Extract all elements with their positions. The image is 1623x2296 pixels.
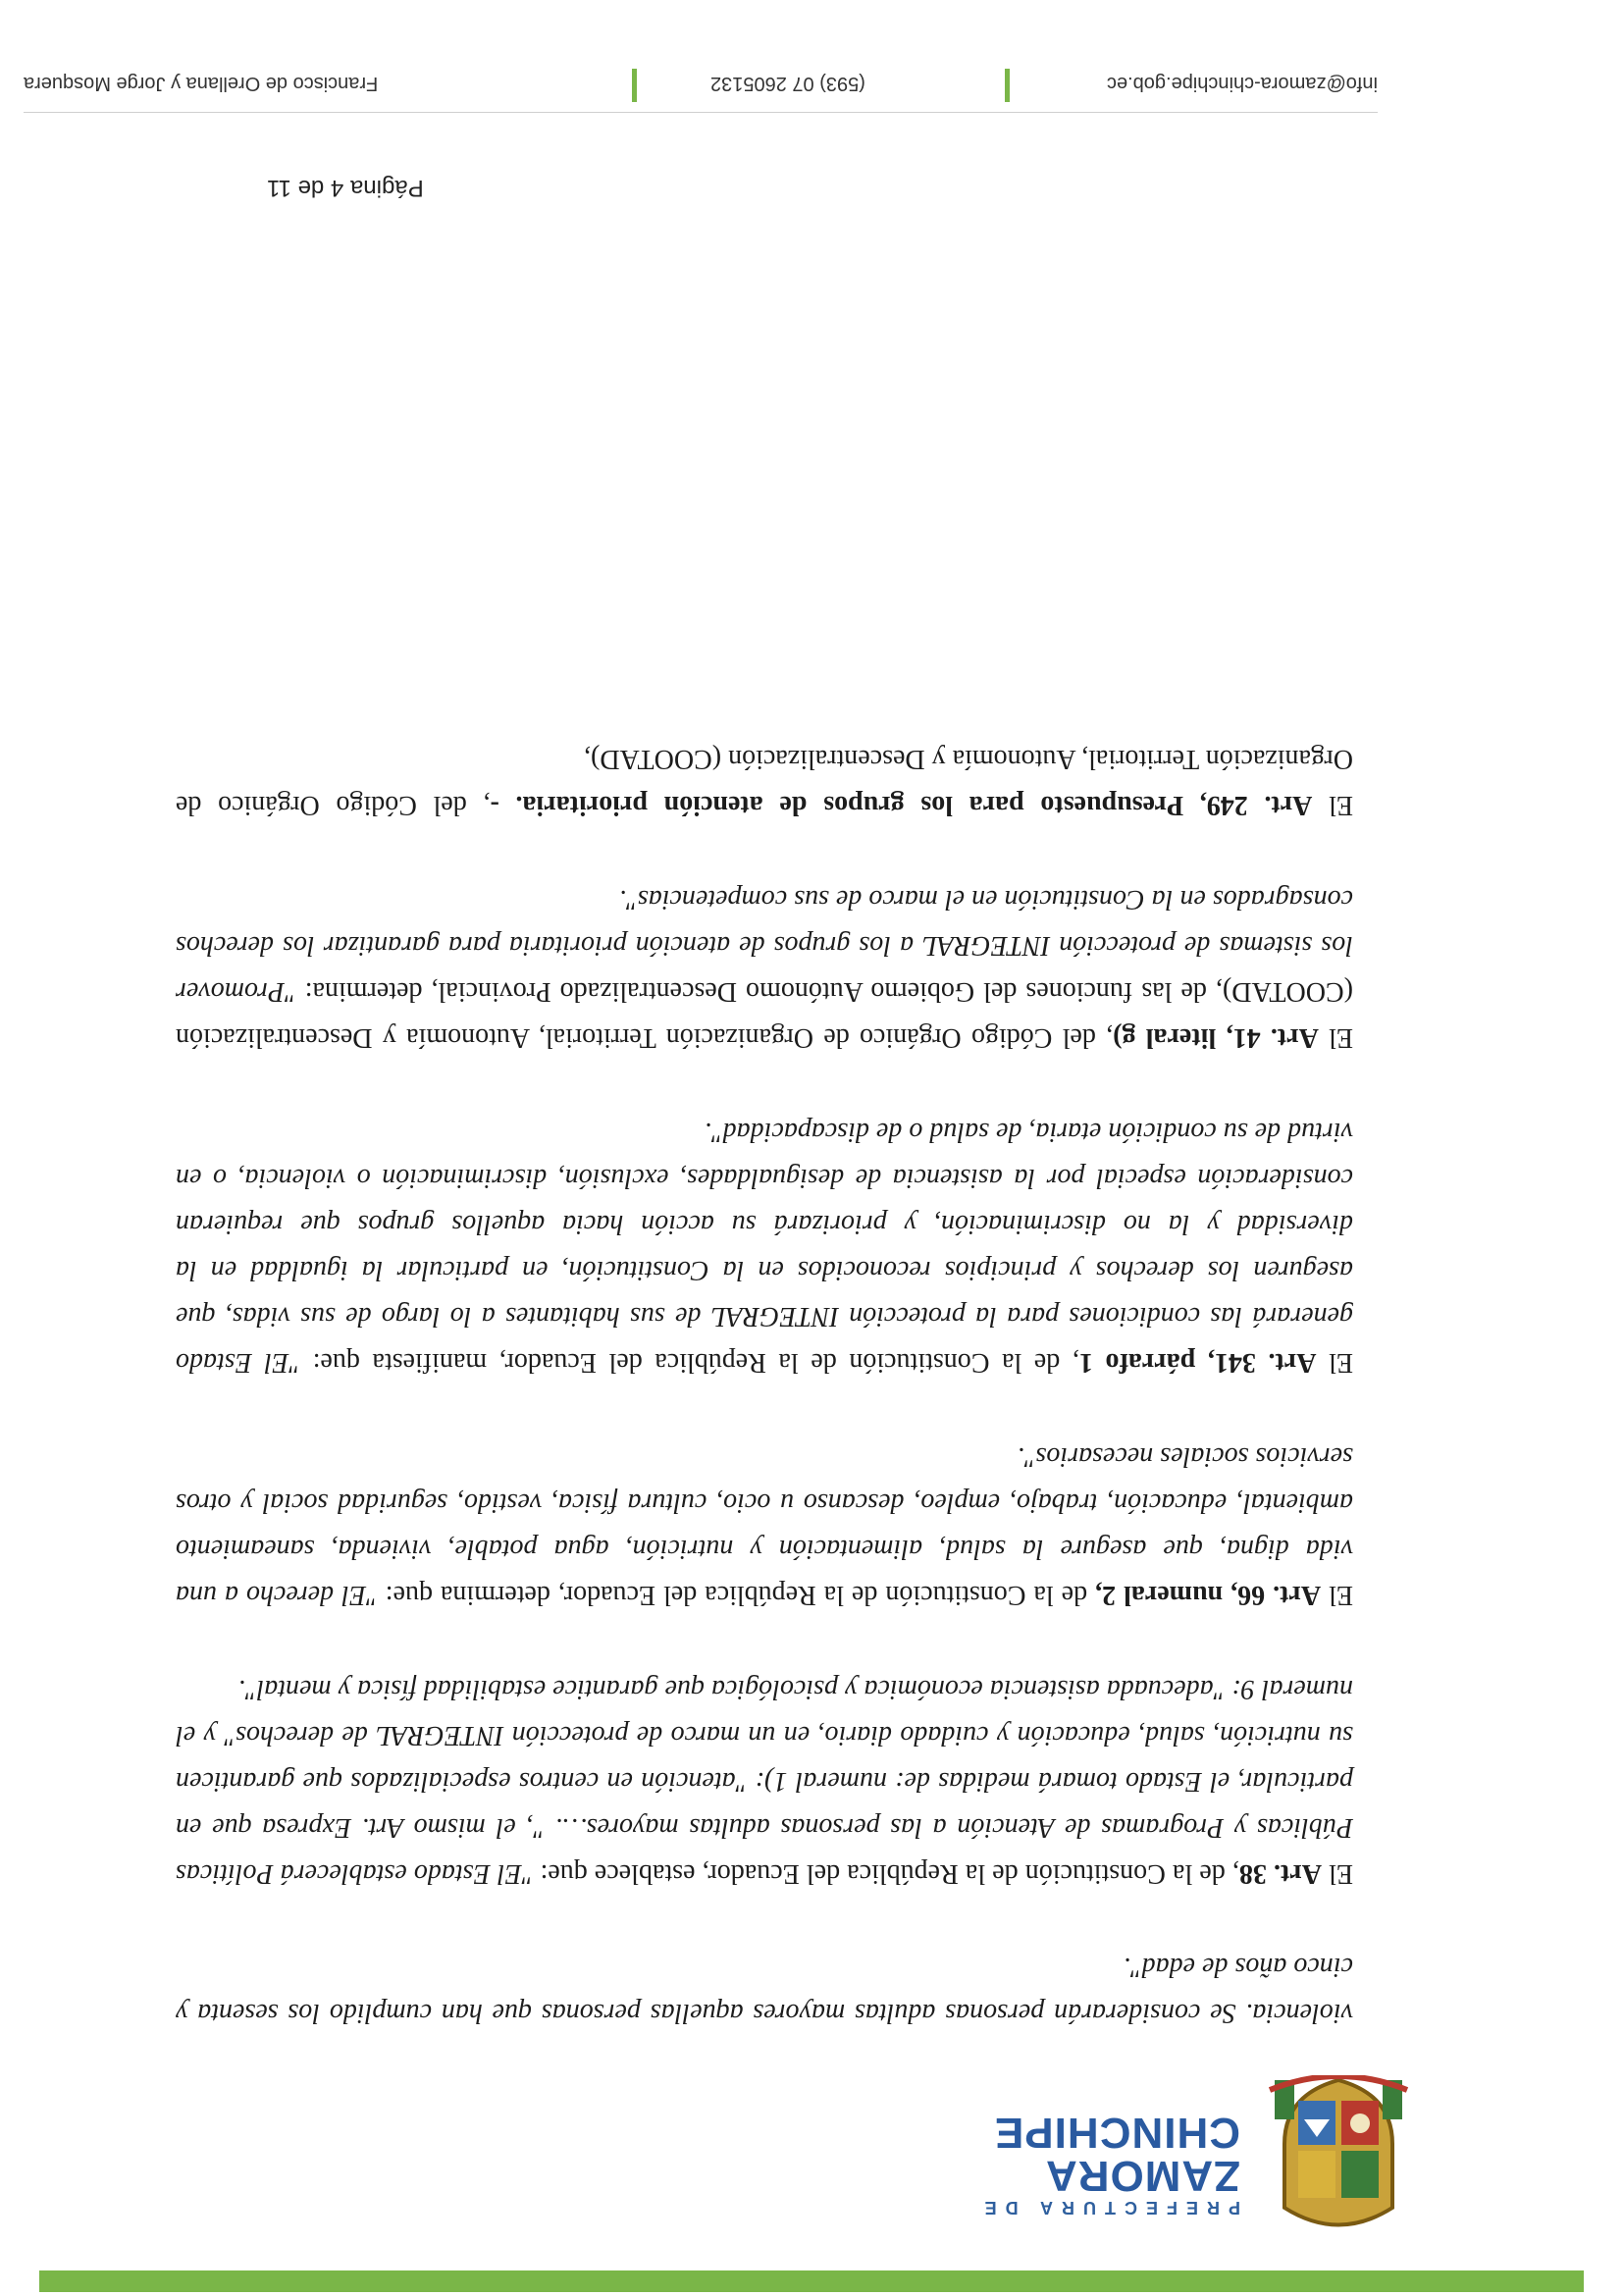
text: El [1318, 1022, 1353, 1053]
quote-text: "El derecho a una vida digna, que asegure la salud, alimentación y nutrición, agua potable, vivienda, saneamiento ambiental, educación, trabajo, empleo, descanso u ocio, cultura física, vestido, seguridad social y otros servicios sociales necesarios". [176, 1441, 1353, 1610]
text: , del Código Orgánico de Organización Territorial, Autonomía y Descentralización (COOTAD), de las funciones del Gobierno Autónomo Descentralizado Provincial, determina: [176, 976, 1353, 1053]
page-number: Página 4 de 11 [267, 175, 424, 201]
top-green-rule [39, 2270, 1584, 2292]
text: El [1321, 1858, 1353, 1889]
quote-text: "El Estado generará las condiciones para la protección INTEGRAL de sus habitantes a lo largo de sus vidas, que aseguren los derechos y principios reconocidos en la Constitución, en particular la igualdad en la diversidad y la no discriminación, y priorizará su acción hacia aquellos grupos que requieran consideración especial por la asistencia de desigualdades, exclusión, discriminación o violencia, o en virtud de su condición etaria, de salud o de discapacidad". [176, 1117, 1353, 1378]
brand-name-line1: ZAMORA [1044, 2152, 1240, 2200]
paragraph-art-249 [176, 736, 1353, 828]
paragraph-art-66 [176, 1434, 1353, 1618]
brand-wordmark [976, 2111, 1240, 2218]
provincial-crest-icon [1265, 2075, 1412, 2237]
letterhead [0, 2070, 1623, 2237]
footer [24, 53, 1378, 113]
article-reference: Art. 66, numeral 2, [1095, 1580, 1322, 1610]
footer-phone: (593) 07 2605132 [710, 73, 865, 94]
article-reference: Art. 341, párrafo 1 [1078, 1347, 1317, 1378]
text: , de la Constitución de la República del Ecuador, manifiesta que: [300, 1347, 1079, 1378]
quote-text: "El Estado establecerá Políticas Públicas y Programas de Atención a las personas adultas mayores…. ", el mismo Art. Expresa que en particular, el Estado tomará medidas de: numeral 1): "atención en centros especializados que garanticen su nutrición, salud, educación y cuidado diario, en un marco de protección INTEGRAL de derechos" y el numeral 9: "adecuada asistencia económica y psicológica que garantice estabilidad física y mental". [176, 1674, 1353, 1889]
text: El [1312, 790, 1353, 820]
paragraph-continuation [176, 1944, 1353, 2036]
brand-prefix: PREFECTURA DE [975, 2198, 1240, 2218]
text: , del Código Orgánico de Organización Territorial, Autonomía y Descentralización (COOTAD), [175, 744, 1353, 820]
quote-text: "Promover los sistemas de protección INTEGRAL a los grupos de atención prioritaria para garantizar los derechos consagrados en la Constitución en el marco de sus competencias". [176, 884, 1353, 1007]
footer-address: Francisco de Orellana y Jorge Mosquera [24, 73, 379, 94]
article-reference: Art. 38 [1238, 1858, 1322, 1889]
brand-name-line2: CHINCHIPE [993, 2109, 1240, 2157]
paragraph-art-341 [176, 1109, 1353, 1385]
text: El [1321, 1580, 1353, 1610]
footer-separator [1005, 69, 1010, 102]
text: El [1316, 1347, 1353, 1378]
paragraph-art-38 [176, 1666, 1353, 1897]
article-reference: Art. 41, literal g) [1113, 1022, 1319, 1053]
document-body [176, 688, 1353, 2036]
text: de la Constitución de la República del Ecuador, determina que: [377, 1580, 1096, 1610]
article-reference: Art. 249, Presupuesto para los grupos de atención prioritaria. - [490, 790, 1313, 820]
quote-text: violencia. Se considerarán personas adultas mayores aquellas personas que han cumplido los sesenta y cinco años de edad". [176, 1952, 1353, 2028]
footer-separator [632, 69, 637, 102]
paragraph-art-41 [176, 876, 1353, 1061]
text: , de la Constitución de la República del Ecuador, establece que: [533, 1858, 1239, 1889]
footer-email: info@zamora-chinchipe.gob.ec [1106, 73, 1378, 94]
